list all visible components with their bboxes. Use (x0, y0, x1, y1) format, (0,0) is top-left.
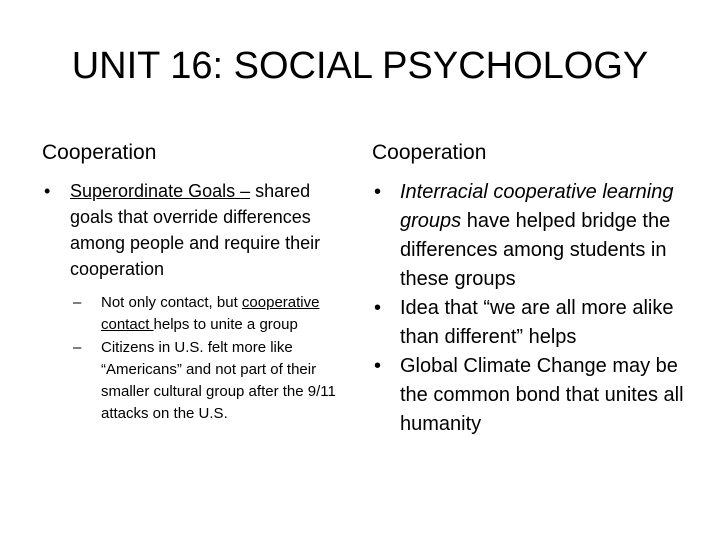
right-column (372, 138, 684, 439)
sub-bullet-mark: – (73, 294, 82, 311)
left-heading: Cooperation (42, 141, 157, 164)
term-cooperative-contact: cooperative contact (101, 294, 320, 333)
sub-bullet-citizens (73, 337, 352, 425)
term-dash: – (240, 181, 251, 201)
bullet2-text: Idea that “we are all more alike than different” helps (400, 297, 674, 348)
bullet-mark: • (374, 297, 382, 319)
bullet3-text: Global Climate Change may be the common bond that unites all humanity (400, 355, 684, 435)
left-column (42, 138, 352, 426)
bullet-mark: • (44, 181, 51, 201)
bullet1-rest: have helped bridge the differences among students in these groups (400, 210, 671, 290)
term-interracial-groups: Interracial cooperative learning groups (400, 181, 674, 232)
sub2-text: Citizens in U.S. felt more like “Americans” and not part of their smaller cultural group after the 9/11 attacks on the U.S. (101, 339, 336, 422)
sub1-prefix: Not only contact, but (101, 294, 242, 311)
sub-bullet-mark: – (73, 339, 82, 356)
sub1-suffix: helps to unite a group (153, 316, 298, 333)
bullet-mark: • (374, 355, 382, 377)
bullet-interracial-groups (372, 178, 684, 294)
term-superordinate-goals: Superordinate Goals (70, 181, 241, 201)
slide-title: UNIT 16: SOCIAL PSYCHOLOGY (71, 45, 649, 87)
bullet-superordinate-goals (42, 178, 352, 282)
term-definition: shared goals that override differences among people and require their cooperation (70, 181, 321, 279)
bullet-alike-idea (372, 294, 684, 352)
sub-bullet-cooperative-contact (73, 292, 352, 336)
bullet-mark: • (374, 181, 382, 203)
sub-bullet-list (42, 292, 352, 425)
bullet-climate-change (372, 352, 684, 439)
right-heading: Cooperation (372, 141, 487, 164)
